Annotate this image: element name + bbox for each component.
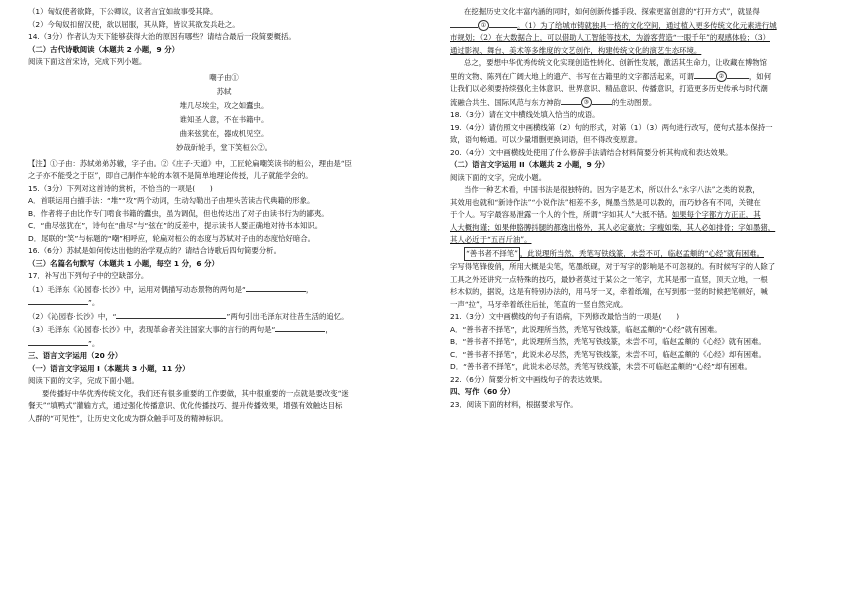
right-column	[450, 6, 842, 411]
passage-s10: 一声“拉”，马牙牵着纸往后扯，笔直的一竖自然完成。	[450, 299, 628, 309]
subsection-2-title: （二）语言文字运用 II（本题共 2 小题，9 分）	[450, 160, 610, 169]
subsection-1-title: （一）语言文字运用 I（本题共 3 小题，11 分）	[28, 363, 190, 373]
q13-sentence-1: （1）匈奴使者欲降，下公卿议，议者言宜如故事受其降。	[28, 7, 218, 16]
passage-s4: 人大概拘谨；如果伸胳膊抖腿的都逸出格外，其人必定豪放；字瘦如柴，其人必如排骨；字如墨猪，	[450, 222, 776, 232]
q21-option-b: B．“善书者不择笔”，此说理所当然，秃笔写铁线篆，未尝不可，临赵孟頫的《心经》就有困难。	[450, 337, 766, 346]
passage-r1: 在挖掘历史文化丰富内涵的同时，如何创新传播手段、探索更富创意的“打开方式”，就显得	[464, 7, 760, 16]
poem-note-2: 之子亦不能受之于臣”，即自己制作车轮的本领不是简单地理论传授，儿子就能学会的。	[28, 171, 313, 180]
q21-option-a: A．“善书者不择笔”，此说理所当然，秃笔写铁线篆，临赵孟頫的“心经”就有困难。	[450, 324, 722, 334]
poem-line-4: 妙哉斫轮手，堂下笑桓公②。	[175, 142, 273, 152]
question-22: 22.（6分）简要分析文中画线句子的表达效果。	[450, 374, 607, 384]
passage-r8	[450, 96, 842, 110]
underlined-sentence: 如果每个字都方方正正，其	[671, 210, 761, 219]
question-18: 18.（3分）请在文中横线处填入恰当的成语。	[450, 110, 600, 119]
poem-title: 嘲子由①	[209, 72, 239, 82]
subsection-1-intro: 阅读下面的文字，完成下面小题。	[28, 376, 139, 385]
question-14: 14.（3分）作者认为天下能够获得大治的原因有哪些？请结合最后一段简要概括。	[28, 32, 296, 41]
q15-option-a: A．首联运用白描手法：“堆”“攻”两个动词，生动勾勒出子由埋头苦读古代典籍的形象。	[28, 196, 315, 205]
passage-s7: 字写得笔锋俊俏，所用大概是尖笔，笔墨纸砚，对于写字的影响是不可忽视的。有时候写字的人除了	[450, 262, 776, 271]
passage-r8-tail: 的生动图景。	[611, 97, 657, 107]
poem	[28, 71, 420, 155]
q21-option-d: D．“善书者不择笔”，此说未必尽然，秃笔写铁线篆，未尝不可临赵孟頫的“心经”却有困难。	[450, 362, 752, 371]
answer-blank[interactable]	[275, 323, 325, 332]
q17-item-2-text: （2）《沁园春·长沙》中，“	[28, 311, 117, 321]
passage-s6	[450, 247, 842, 262]
passage-s6-text: ，此说理所当然，秃笔写铁线篆，未尝不可，临赵孟頫的“心经”就有困难。	[519, 248, 764, 258]
q15-option-d: D．尾联的“笑”与标题的“嘲”相呼应，轮扁对桓公的态度与苏轼对子由的态度恰好暗合。	[28, 233, 316, 243]
passage-r2	[450, 19, 842, 33]
answer-blank[interactable]	[28, 337, 88, 346]
q17-item-1-text: （1）毛泽东《沁园春·长沙》中，运用对偶描写动态景物的两句是“	[28, 284, 246, 294]
part-4-title: 四、写作（60 分）	[450, 387, 515, 396]
blank-marker-1: ①	[478, 20, 489, 31]
q17-item-1	[28, 283, 420, 297]
question-17: 17．补写出下列句子中的空缺部分。	[28, 271, 149, 280]
poem-note-1: 【注】①子由：苏轼弟弟苏辙，字子由。②《庄子·天道》中，工匠轮扁嘲笑读书的桓公，理由是“臣	[28, 158, 352, 168]
passage-r8-text: 流融合共生、国际风范与东方神韵	[450, 97, 561, 107]
part-3-title: 三、语言文字运用（20 分）	[28, 351, 123, 360]
passage-r5: 总之，要想中华优秀传统文化实现创造性转化、创新性发展，激活其生命力，让收藏在博物馆	[464, 58, 768, 67]
passage-s5: 其人必近于“五百斤油”。	[450, 235, 532, 244]
passage-s9: 杉木似的，据说，这是有特别办法的，用马牙一叉，牵着纸端，在写到那一竖的时候把笔顿好，喊	[450, 287, 768, 296]
passage-line-3: 人群的“可见性”，让历史文化成为群众触手可及的精神标识。	[28, 413, 228, 423]
question-19-line-2: 致，语句畅通。可以少量增删更换词语，但不得改变原意。	[450, 135, 643, 144]
fill-blank-1[interactable]	[450, 19, 478, 28]
q17-item-1-cont	[28, 296, 420, 310]
question-20: 20.（4分）文中画横线处使用了什么修辞手法请结合材料简要分析其构成和表达效果。	[450, 147, 733, 157]
passage-paragraph-1: 要传播好中华优秀传统文化，我们还有很多重要的工作要做，其中很重要的一点就是要改变“迷	[42, 388, 349, 398]
question-23: 23．阅读下面的材料，根据要求写作。	[450, 399, 578, 409]
passage-r4: 通过影视、舞台、美术等多维度的文艺创作，构建传统文化的演艺生态环境。	[450, 45, 702, 55]
passage-s3	[450, 209, 842, 222]
q17-item-2-tail: ”两句引出毛泽东对往昔生活的追忆。	[226, 311, 349, 321]
fill-blank-1b[interactable]	[489, 19, 517, 28]
q17-item-2	[28, 310, 420, 324]
question-16: 16.（6分）苏轼是如何传达出他的治学观点的？请结合诗歌后四句简要分析。	[28, 246, 281, 255]
blank-marker-3: ③	[581, 97, 592, 108]
passage-line-2: 餐天”“填鸭式”灌输方式，通过强化传播意识、优化传播技巧、提升传播效果，增强有效触达目标	[28, 401, 343, 410]
answer-blank[interactable]	[28, 296, 88, 305]
passage-r6-text: 里的文物、陈列在广阔大地上的遗产、书写在古籍里的文字都活起来，可谓	[450, 71, 694, 81]
question-15: 15.（3分）下列对这首诗的赏析，不恰当的一项是( )	[28, 183, 213, 193]
answer-blank[interactable]	[116, 310, 226, 319]
passage-s1: 当作一种艺术看，中国书法是很独特的。因为字是艺术，所以什么“永字八法”之类的说教，	[464, 185, 760, 194]
fill-blank-3[interactable]	[561, 96, 581, 105]
poem-line-1: 堆几尽埃尘，攻之如蠹虫。	[179, 100, 269, 110]
fill-blank-2b[interactable]	[727, 70, 749, 79]
left-column	[28, 6, 420, 425]
passage-r3: 市规划；（2）在大数据合上，可以借助人工智能等技术，为游客营造“一眼千年”的观感体验；（3）	[450, 33, 770, 42]
fill-blank-3b[interactable]	[592, 96, 612, 105]
subsection-2-intro: 阅读下面的文字，完成小题。	[450, 172, 547, 182]
poem-author: 苏轼	[216, 86, 232, 96]
passage-s2: 其效用也就和“新诗作法”“小说作法”相差不多，绳墨当然是可以教的，而巧妙各有不同，关键在	[450, 197, 761, 207]
passage-r7: 让我们以必须要持续强化主体意识、世界意识、精品意识、传播意识，打造更多历史传承与时代潮	[450, 84, 768, 93]
blank-marker-2: ②	[716, 71, 727, 82]
passage-r2-text: 。（1）为了给城市铸就独具一格的文化空间，通过植入更多传统文化元素进行城	[517, 20, 777, 30]
q17-item-3-cont	[28, 337, 420, 351]
q17-close: ”。	[88, 298, 100, 307]
poem-line-3: 曲来弦犹在，器成机见空。	[179, 128, 269, 138]
q17-item-3-text: （3）毛泽东《沁园春·长沙》中，表现革命者关注国家大事的言行的两句是“	[28, 325, 276, 334]
fill-blank-2[interactable]	[694, 70, 716, 79]
question-19-line-1: 19.（4分）请仿照文中画横线第（2）句的形式，对第（1）（3）两句进行改写，使句式基本保持一	[450, 122, 773, 132]
boxed-quote: “善书者不择笔”	[464, 247, 520, 262]
section-ancient-poetry-title: （二）古代诗歌阅读（本题共 2 小题，9 分）	[28, 44, 180, 54]
passage-s3-text: 于个人。写字最容易泄露一个人的个性，所谓“字如其人”大抵不错。	[450, 210, 672, 219]
q17-comma: ，	[305, 284, 314, 294]
passage-s8: 工具之外还讲究一点特殊的技巧，最妙者莫过于某公之一笔字，尤其是那一直竖，顶天立地，一根	[450, 274, 768, 284]
passage-r6-tail: ，如何	[748, 71, 772, 81]
answer-blank[interactable]	[246, 283, 306, 292]
passage-r6	[450, 70, 842, 84]
section-intro: 阅读下面这首宋诗，完成下列小题。	[28, 57, 147, 66]
q15-option-b: B．作者将子由比作专门啃食书籍的蠹虫，虽为调侃，但也传达出了对子由读书行为的鄙夷。	[28, 208, 329, 218]
q17-comma: ，	[325, 325, 333, 334]
q13-sentence-2: （2）今匈奴扣留汉使，欲以屈服，其从降，皆议其欲发兵赴之。	[28, 19, 240, 29]
poem-line-2: 谁知圣人意，不在书籍中。	[179, 114, 269, 124]
q17-close: ”。	[88, 338, 100, 348]
q17-item-3	[28, 323, 420, 337]
section-dictation-title: （三）名篇名句默写（本题共 1 小题，每空 1 分，6 分）	[28, 258, 219, 268]
q21-option-c: C．“善书者不择笔”，此说未必尽然，秃笔写铁线篆，未尝不可，临赵孟頫的《心经》却有困难。	[450, 349, 766, 359]
q15-option-c: C．“曲尽弦犹在”，诗句在“曲尽”与“弦在”的反差中，提示读书人要正确地对待书本知识。	[28, 221, 323, 230]
question-21: 21.（3分）文中画横线的句子有语病，下列修改最恰当的一项是( )	[450, 312, 680, 321]
